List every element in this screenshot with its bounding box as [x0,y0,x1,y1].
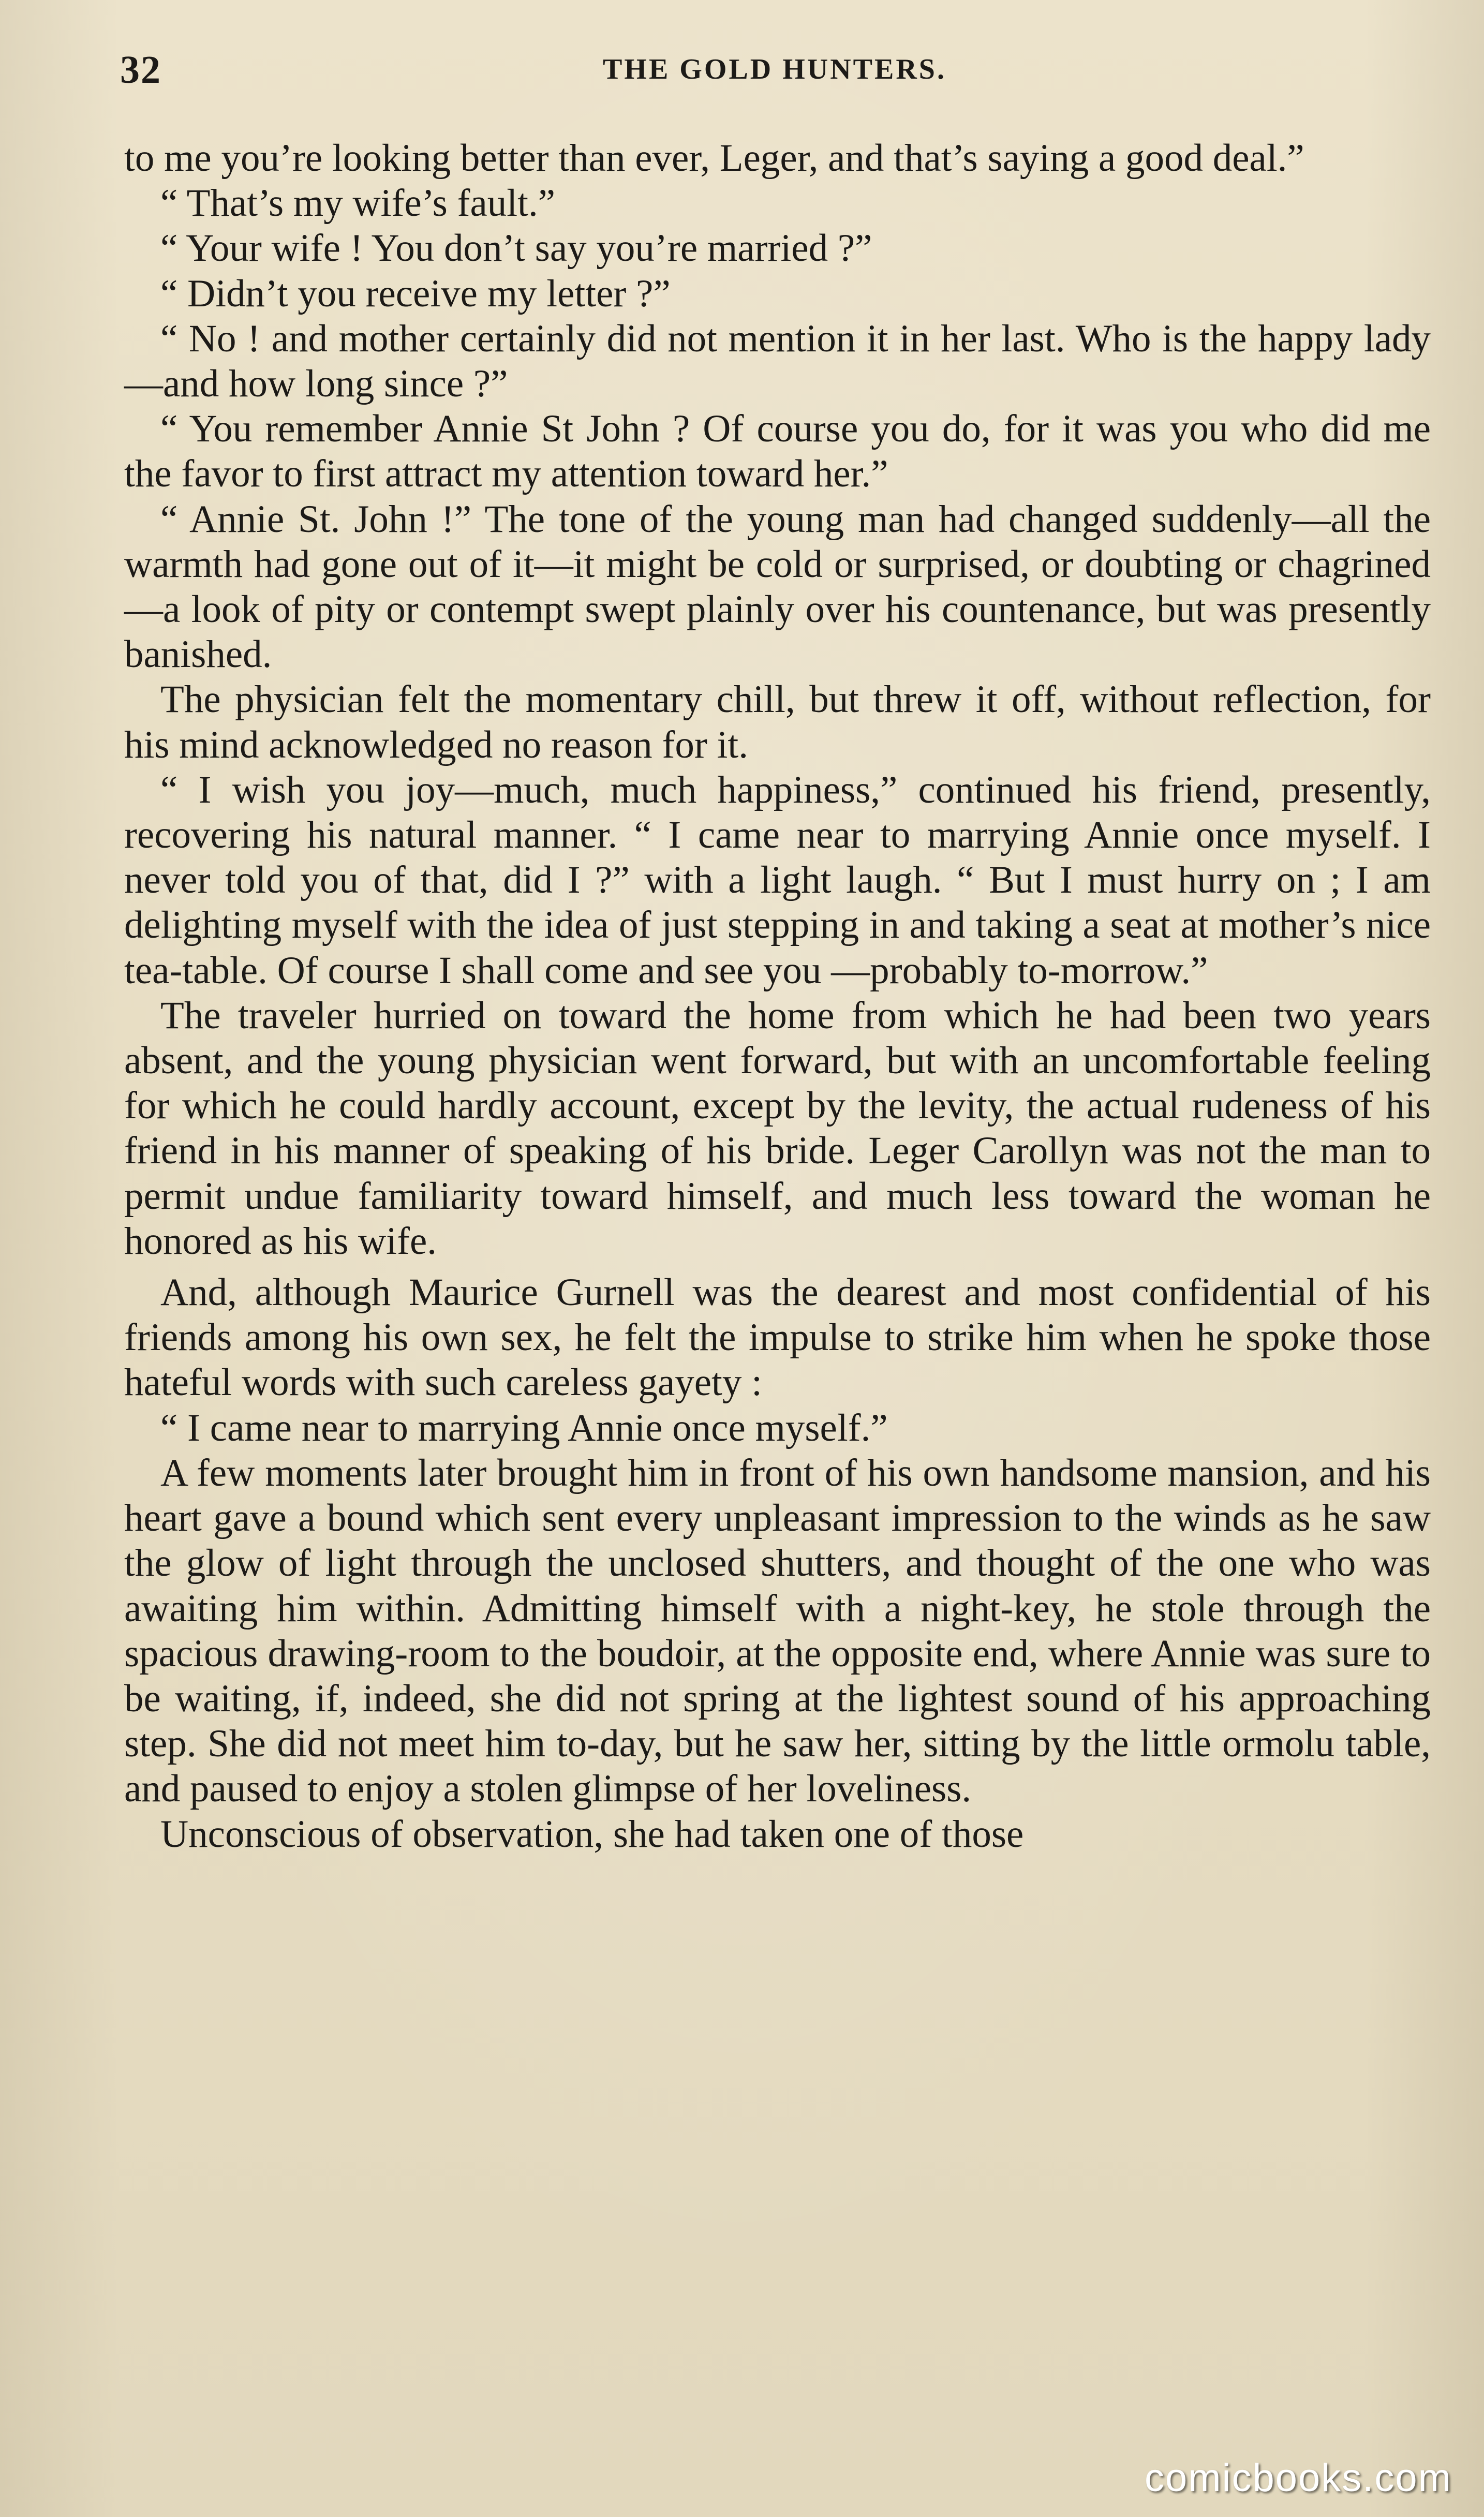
paragraph: The physician felt the momentary chill, but threw it off, without reflection, for his mind acknowledged no reason for it. [124,678,1431,766]
paragraph: “ I wish you joy—much, much happiness,” continued his friend, presently, recovering his natural manner. “ I came near to marrying Annie once myself. I never told you of that, did I ?” with a light laugh. “ But I must hurry on ; I am delighting myself with the idea of just stepping in and taking a seat at mother’s nice tea-table. Of course I shall come and see you —probably to-morrow.” [124,768,1431,992]
paragraph: “ Didn’t you receive my letter ?” [160,272,671,315]
paragraph: A few moments later brought him in front of his own handsome mansion, and his heart gave a bound which sent every unpleasant impression to the winds as he saw the glow of light through the unclosed shutters, and thought of the one who was awaiting him within. Admitting himself with a night-key, he stole through the spacious drawing-room to the boudoir, at the opposite end, where Annie was sure to be waiting, if, indeed, she did not spring at the lightest sound of his approaching step. She did not meet him to-day, but he saw her, sitting by the little ormolu table, and paused to enjoy a stolen glimpse of her loveliness. [124,1451,1431,1811]
paragraph: “ You remember Annie St John ? Of course you do, for it was you who did me the favor to first attract my attention toward her.” [124,407,1431,496]
page-header [120,48,1429,110]
body-text [124,136,1431,1857]
paragraph: “ Annie St. John !” The tone of the young man had changed suddenly—all the warmth had gone out of it—it might be cold or surprised, or doubting or chagrined—a look of pity or contempt swept plainly over his countenance, but was presently banished. [124,497,1431,676]
page-number: 32 [120,48,161,92]
paragraph: “ No ! and mother certainly did not mention it in her last. Who is the happy lady—and how long since ?” [124,317,1431,406]
paragraph: And, although Maurice Gurnell was the dearest and most confidential of his friends among his own sex, he felt the impulse to strike him when he spoke those hateful words with such careless gayety : [124,1271,1431,1404]
paragraph: The traveler hurried on toward the home from which he had been two years absent, and the young physician went forward, but with an uncomfortable feeling for which he could hardly account, except by the levity, the actual rudeness of his friend in his manner of speaking of his bride. Leger Carollyn was not the man to permit undue familiarity toward himself, and much less toward the woman he honored as his wife. [124,994,1431,1263]
paragraph: Unconscious of observation, she had taken one of those [160,1812,1024,1856]
paragraph-gap [124,1264,1431,1270]
paragraph: to me you’re looking better than ever, Leger, and that’s saying a good deal.” [124,137,1304,180]
paragraph: “ That’s my wife’s fault.” [160,182,556,225]
paragraph: “ I came near to marrying Annie once myself.” [160,1406,888,1449]
site-watermark: comicbooks.com [1145,2456,1452,2500]
paragraph: “ Your wife ! You don’t say you’re married ?” [160,227,872,270]
running-head: THE GOLD HUNTERS. [603,53,946,85]
